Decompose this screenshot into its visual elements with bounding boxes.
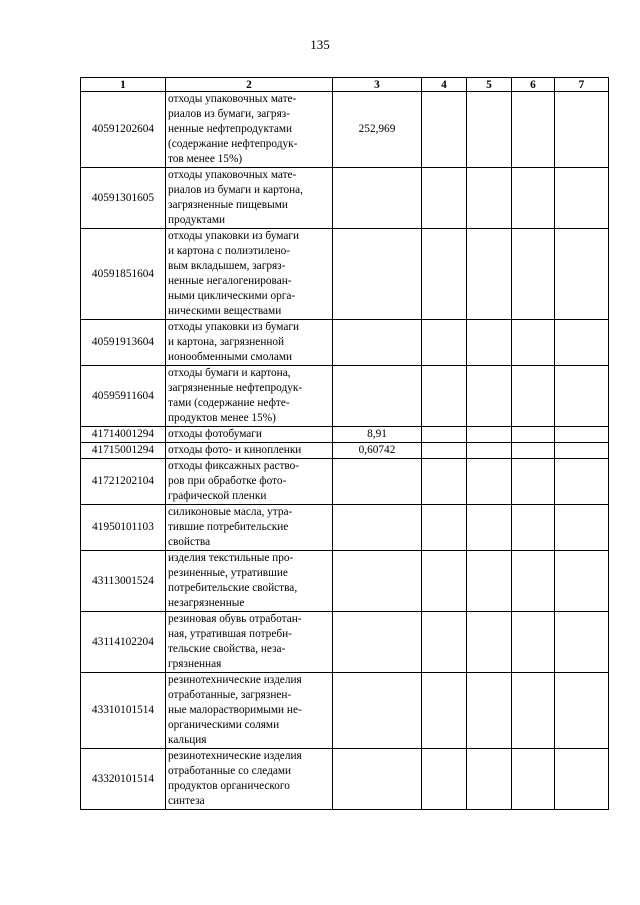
empty-cell [422,229,467,320]
empty-cell [555,673,609,749]
waste-name-line: резинотехнические изделия [168,674,302,686]
empty-cell [422,612,467,673]
empty-cell [512,505,555,551]
waste-name-line: загрязненные пищевыми [168,199,288,211]
table-row [81,92,609,168]
waste-name-line: загрязненные нефтепродук- [168,382,303,394]
header-row [81,78,609,92]
waste-name-line: тившие потребительские [168,521,289,533]
waste-code-cell: 43114102204 [81,612,166,673]
quantity-cell [333,320,422,366]
empty-cell [422,427,467,443]
waste-name-cell [166,320,333,366]
empty-cell [512,551,555,612]
empty-cell [512,427,555,443]
waste-code-cell: 43310101514 [81,673,166,749]
table-row [81,427,609,443]
quantity-cell [333,551,422,612]
table-row [81,612,609,673]
waste-name-line: органическими солями [168,719,280,731]
waste-name-cell [166,92,333,168]
empty-cell [467,366,512,427]
empty-cell [467,749,512,810]
waste-code-cell: 41714001294 [81,427,166,443]
waste-name-line: риалов из бумаги и картона, [168,184,304,196]
waste-name-line: ненные нефтепродуктами [168,123,293,135]
waste-name-line: вым вкладышем, загряз- [168,260,286,272]
waste-name-cell [166,673,333,749]
table-row [81,229,609,320]
empty-cell [422,551,467,612]
waste-name-line: кальция [168,734,207,746]
waste-name-line: синтеза [168,795,205,807]
empty-cell [422,443,467,459]
empty-cell [422,749,467,810]
waste-name-line: свойства [168,536,211,548]
waste-name-line: грязненная [168,658,222,670]
column-header: 2 [166,78,333,92]
waste-name-line: потребительские свойства, [168,582,298,594]
waste-name-line: продуктов органического [168,780,290,792]
empty-cell [467,443,512,459]
empty-cell [467,320,512,366]
empty-cell [555,229,609,320]
table-row [81,749,609,810]
waste-name-line: ническими веществами [168,305,282,317]
empty-cell [467,229,512,320]
empty-cell [512,92,555,168]
waste-code-cell: 40591202604 [81,92,166,168]
waste-code-cell: 40591301605 [81,168,166,229]
empty-cell [555,612,609,673]
waste-name-line: отходы упаковочных мате- [168,93,297,105]
waste-name-line: отходы упаковки из бумаги [168,230,300,242]
waste-name-line: тельские свойства, неза- [168,643,286,655]
quantity-cell [333,505,422,551]
empty-cell [512,612,555,673]
empty-cell [512,229,555,320]
empty-cell [512,673,555,749]
waste-code-cell: 43320101514 [81,749,166,810]
empty-cell [555,366,609,427]
waste-name-line: ными циклическими орга- [168,290,296,302]
waste-name-line: изделия текстильные про- [168,552,294,564]
waste-name-line: продуктами [168,214,226,226]
empty-cell [467,427,512,443]
table-row [81,168,609,229]
column-header: 3 [333,78,422,92]
waste-name-line: резинотехнические изделия [168,750,302,762]
empty-cell [512,366,555,427]
table-row [81,673,609,749]
waste-name-line: риалов из бумаги, загряз- [168,108,290,120]
quantity-cell [333,168,422,229]
waste-code-cell: 40595911604 [81,366,166,427]
empty-cell [555,427,609,443]
empty-cell [512,168,555,229]
column-header: 5 [467,78,512,92]
waste-name-cell [166,229,333,320]
empty-cell [467,551,512,612]
page-number: 135 [310,37,330,52]
waste-name-cell [166,168,333,229]
table-row [81,320,609,366]
quantity-cell [333,612,422,673]
waste-code-cell: 41950101103 [81,505,166,551]
waste-name-line: отходы упаковки из бумаги [168,321,300,333]
column-header: 1 [81,78,166,92]
empty-cell [555,443,609,459]
waste-name-line: отработанные, загрязнен- [168,689,292,701]
waste-name-cell [166,459,333,505]
waste-name-line: отходы фото- и кинопленки [168,444,302,456]
empty-cell [555,320,609,366]
waste-name-line: и картона, загрязненной [168,336,285,348]
waste-name-line: отходы фотобумаги [168,428,262,440]
waste-name-line: незагрязненные [168,597,245,609]
table-row [81,551,609,612]
empty-cell [555,92,609,168]
waste-name-line: ные малорастворимыми не- [168,704,302,716]
waste-code-cell: 40591851604 [81,229,166,320]
empty-cell [555,459,609,505]
waste-name-line: отходы упаковочных мате- [168,169,297,181]
waste-name-line: тов менее 15%) [168,153,243,165]
waste-name-cell [166,366,333,427]
empty-cell [467,673,512,749]
empty-cell [512,749,555,810]
waste-name-line: ненные негалогенирован- [168,275,292,287]
empty-cell [512,443,555,459]
waste-name-cell [166,427,333,443]
quantity-cell [333,459,422,505]
column-header: 6 [512,78,555,92]
waste-name-line: резиненные, утратившие [168,567,288,579]
empty-cell [422,505,467,551]
quantity-cell [333,366,422,427]
waste-code-cell: 41715001294 [81,443,166,459]
empty-cell [467,612,512,673]
quantity-cell [333,229,422,320]
table-row [81,459,609,505]
waste-name-cell [166,505,333,551]
empty-cell [422,168,467,229]
waste-name-cell [166,749,333,810]
waste-name-line: и картона с полиэтилено- [168,245,291,257]
table-row [81,505,609,551]
waste-code-cell: 40591913604 [81,320,166,366]
waste-name-line: отходы бумаги и картона, [168,367,291,379]
waste-name-line: продуктов менее 15%) [168,412,276,424]
empty-cell [467,505,512,551]
waste-name-line: ионообменными смолами [168,351,293,363]
quantity-cell [333,749,422,810]
waste-name-line: ная, утратившая потреби- [168,628,292,640]
waste-name-line: силиконовые масла, утра- [168,506,293,518]
empty-cell [467,92,512,168]
empty-cell [555,168,609,229]
waste-name-line: отработанные со следами [168,765,292,777]
column-header: 7 [555,78,609,92]
empty-cell [467,459,512,505]
waste-code-cell: 43113001524 [81,551,166,612]
waste-name-line: ров при обработке фото- [168,475,287,487]
quantity-cell [333,673,422,749]
table-body [81,92,609,810]
empty-cell [512,459,555,505]
waste-name-line: графической пленки [168,490,267,502]
empty-cell [467,168,512,229]
waste-table [80,77,609,810]
empty-cell [555,505,609,551]
empty-cell [422,673,467,749]
table-row [81,443,609,459]
table-row [81,366,609,427]
column-header: 4 [422,78,467,92]
waste-name-cell [166,551,333,612]
quantity-cell: 0,60742 [333,443,422,459]
empty-cell [512,320,555,366]
waste-name-line: резиновая обувь отработан- [168,613,302,625]
quantity-cell: 252,969 [333,92,422,168]
empty-cell [422,366,467,427]
waste-name-line: отходы фиксажных раство- [168,460,300,472]
waste-code-cell: 41721202104 [81,459,166,505]
waste-name-line: (содержание нефтепродук- [168,138,298,150]
waste-name-line: тами (содержание нефте- [168,397,290,409]
quantity-cell: 8,91 [333,427,422,443]
empty-cell [555,749,609,810]
waste-name-cell [166,612,333,673]
empty-cell [422,459,467,505]
waste-name-cell [166,443,333,459]
empty-cell [422,92,467,168]
empty-cell [422,320,467,366]
empty-cell [555,551,609,612]
